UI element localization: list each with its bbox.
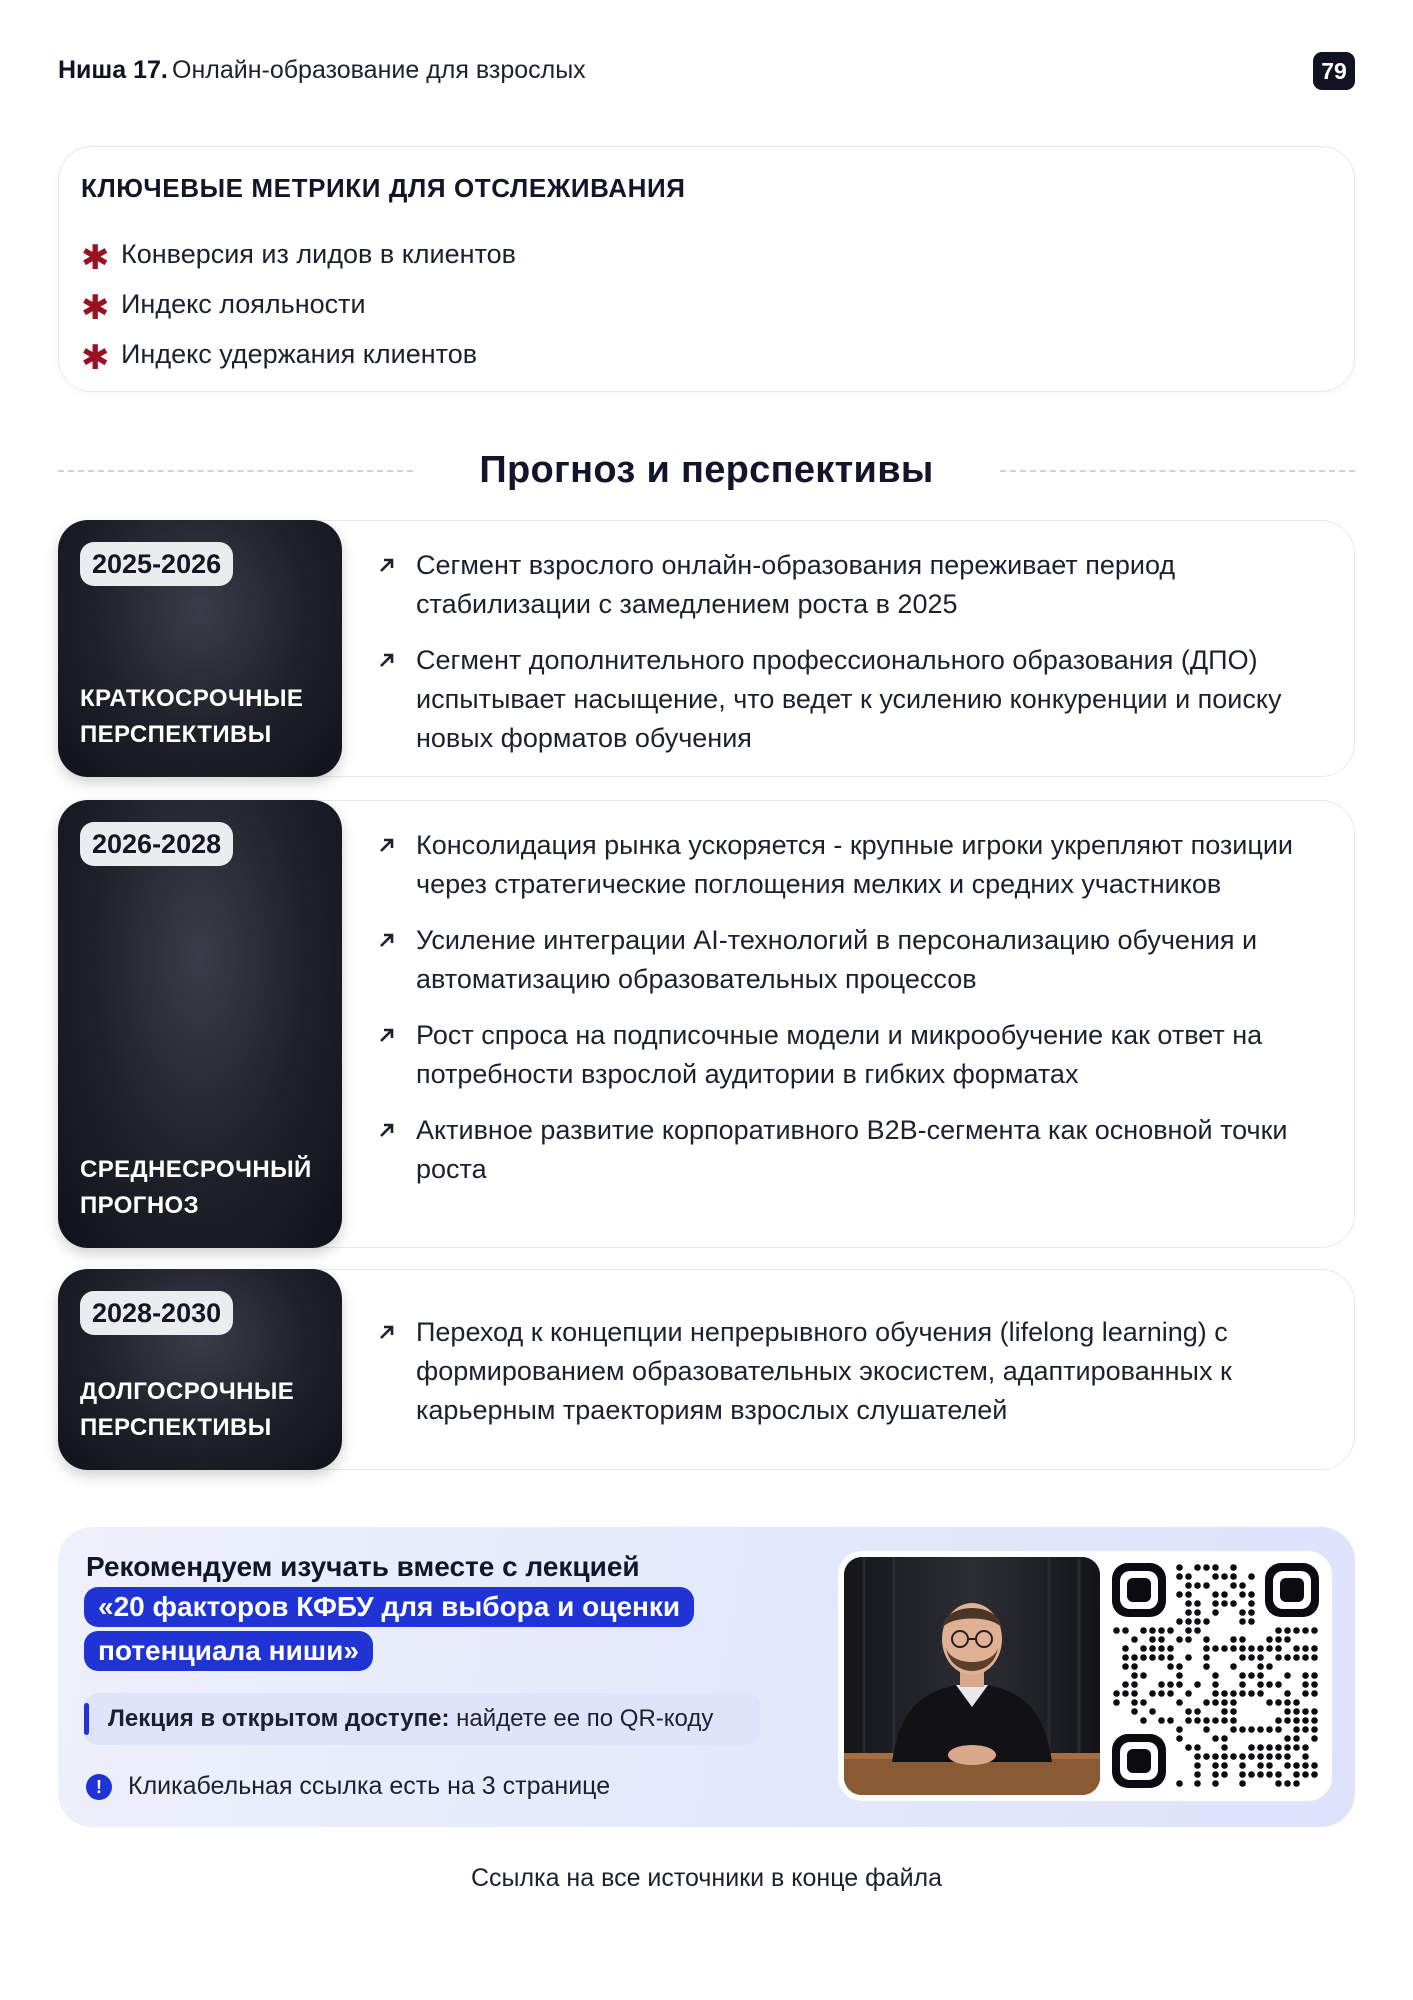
lecture-media — [838, 1551, 1332, 1801]
asterisk-icon: ✱ — [81, 239, 110, 277]
key-metrics-title: КЛЮЧЕВЫЕ МЕТРИКИ ДЛЯ ОТСЛЕЖИВАНИЯ — [81, 173, 686, 203]
metric-item: ✱ Индекс лояльности — [81, 288, 366, 327]
period-items — [376, 546, 1325, 775]
sources-footnote: Ссылка на все источники в конце файла — [470, 1864, 943, 1892]
forecast-heading — [58, 445, 1355, 495]
arrow-up-right-icon — [376, 649, 398, 671]
period-label: КРАТКОСРОЧНЫЕ ПЕРСПЕКТИВЫ — [80, 685, 304, 748]
period-label: ДОЛГОСРОЧНЫЕ ПЕРСПЕКТИВЫ — [80, 1378, 295, 1441]
period-short-term — [58, 520, 1355, 777]
forecast-item: Сегмент дополнительного профессионального образования (ДПО) испытывает насыщение, что ведет к усилению конкуренции и поиску новых форматов обучения — [376, 641, 1325, 758]
period-label: СРЕДНЕСРОЧНЫЙ ПРОГНОЗ — [80, 1156, 312, 1219]
key-metrics-card — [58, 146, 1355, 392]
forecast-item: Рост спроса на подписочные модели и микрообучение как ответ на потребности взрослой аудитории в гибких форматах — [376, 1016, 1325, 1094]
page-number-badge: 79 — [1313, 52, 1355, 90]
clickable-link-text: Кликабельная ссылка есть на 3 странице — [128, 1772, 611, 1800]
period-label-card — [58, 800, 342, 1248]
asterisk-icon: ✱ — [81, 289, 110, 327]
arrow-up-right-icon — [376, 834, 398, 856]
qr-code-graphic — [1106, 1557, 1326, 1795]
metric-item: ✱ Конверсия из лидов в клиентов — [81, 238, 516, 277]
lecturer-portrait-illustration — [844, 1557, 1100, 1795]
period-long-term — [58, 1269, 1355, 1470]
asterisk-icon: ✱ — [81, 339, 110, 377]
arrow-up-right-icon — [376, 1321, 398, 1343]
forecast-title: Прогноз и перспективы — [479, 449, 934, 491]
info-icon: ! — [86, 1774, 112, 1800]
arrow-up-right-icon — [376, 929, 398, 951]
arrow-up-right-icon — [376, 1119, 398, 1141]
niche-title: Онлайн-образование для взрослых — [172, 56, 586, 84]
forecast-item: Усиление интеграции AI-технологий в персонализацию обучения и автоматизацию образовательных процессов — [376, 921, 1325, 999]
divider-right — [1000, 470, 1355, 472]
lecture-title-line-2[interactable]: потенциала ниши» — [84, 1631, 373, 1671]
lecturer-photo — [844, 1557, 1100, 1795]
arrow-up-right-icon — [376, 1024, 398, 1046]
period-items — [376, 1313, 1325, 1447]
qr-code-icon[interactable] — [1106, 1557, 1326, 1795]
period-items — [376, 826, 1325, 1206]
forecast-item: Сегмент взрослого онлайн-образования переживает период стабилизации с замедлением роста в 2025 — [376, 546, 1325, 624]
lecture-recommendation — [58, 1527, 1355, 1827]
clickable-link-note — [86, 1772, 610, 1801]
open-access-label: Лекция в открытом доступе: — [108, 1705, 450, 1732]
forecast-item: Консолидация рынка ускоряется - крупные игроки укрепляют позиции через стратегические поглощения мелких и средних участников — [376, 826, 1325, 904]
period-label-card — [58, 520, 342, 777]
lecture-title-line-1[interactable]: «20 факторов КФБУ для выбора и оценки — [84, 1587, 694, 1627]
period-years-badge: 2025-2026 — [80, 542, 233, 586]
period-mid-term — [58, 800, 1355, 1248]
forecast-item: Активное развитие корпоративного B2B-сегмента как основной точки роста — [376, 1111, 1325, 1189]
recommendation-title: Рекомендуем изучать вместе с лекцией — [86, 1551, 640, 1582]
period-years-badge: 2026-2028 — [80, 822, 233, 866]
period-years-badge: 2028-2030 — [80, 1291, 233, 1335]
open-access-text: найдете ее по QR-коду — [449, 1705, 714, 1732]
page-header — [58, 52, 1355, 92]
period-label-card — [58, 1269, 342, 1470]
key-metrics-list — [81, 229, 516, 379]
metric-item: ✱ Индекс удержания клиентов — [81, 338, 478, 377]
open-access-note — [84, 1693, 760, 1745]
arrow-up-right-icon — [376, 554, 398, 576]
forecast-item: Переход к концепции непрерывного обучения (lifelong learning) с формированием образовательных экосистем, адаптированных к карьерным траекториям взрослых слушателей — [376, 1313, 1325, 1430]
niche-number: Ниша 17. — [58, 56, 168, 84]
